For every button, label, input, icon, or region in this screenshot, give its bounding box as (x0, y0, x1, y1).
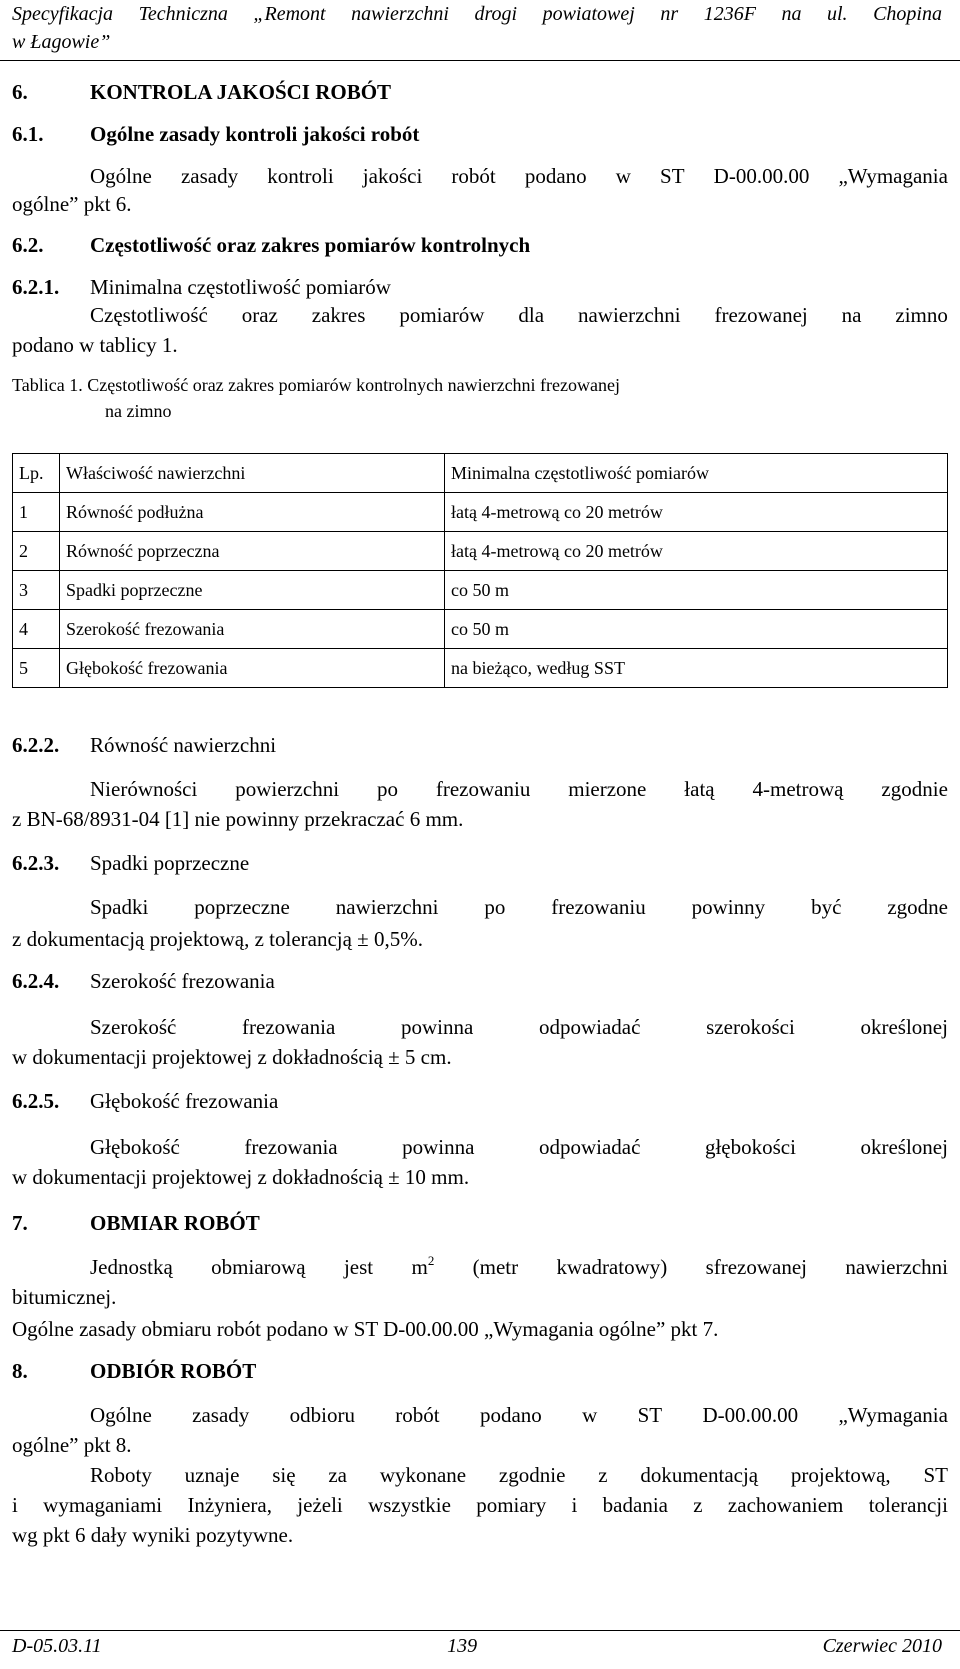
word: na (781, 3, 802, 25)
word: określonej (860, 1135, 948, 1159)
section-6-2-3-body-line2: z dokumentacją projektową, z tolerancją ± 0,5%. (12, 927, 423, 951)
section-6-2-1-heading: 6.2.1. Minimalna częstotliwość pomiarów (12, 275, 391, 299)
word: w (615, 164, 631, 188)
header-line-1 (12, 0, 942, 28)
table-cell: 3 (13, 571, 60, 610)
word: „Remont (253, 3, 326, 25)
section-6-1-body-line2: ogólne” pkt 6. (12, 192, 132, 216)
word: w (582, 1403, 598, 1427)
section-6-2-4-body-line1 (90, 1013, 948, 1041)
word: powiatowej (542, 3, 635, 25)
page-number: 139 (447, 1635, 478, 1657)
word: „Wymagania (838, 1403, 948, 1427)
section-8-p2-line1 (90, 1461, 948, 1489)
word: jeżeli (297, 1493, 343, 1517)
word: i (12, 1493, 18, 1517)
section-7-heading: 7. OBMIAR ROBÓT (12, 1211, 260, 1235)
table-cell: Minimalna częstotliwość pomiarów (445, 454, 948, 493)
word: (metr (472, 1255, 519, 1279)
table-cell: 2 (13, 532, 60, 571)
word: „Wymagania (838, 164, 948, 188)
word: łatą (684, 777, 715, 801)
word: odpowiadać (538, 1135, 641, 1159)
word: wymaganiami (43, 1493, 163, 1517)
word: nr (660, 3, 679, 25)
section-6-2-heading: 6.2. Częstotliwość oraz zakres pomiarów kontrolnych (12, 233, 531, 257)
word: po (484, 895, 506, 919)
word: określonej (860, 1015, 948, 1039)
word: frezowanej (714, 303, 808, 327)
word: być (811, 895, 842, 919)
table-row (13, 610, 948, 649)
word: zgodnie (881, 777, 948, 801)
section-7-body-line1 (90, 1253, 948, 1281)
word: nawierzchni (351, 3, 449, 25)
table-cell: Równość podłużna (60, 493, 445, 532)
table-cell: Szerokość frezowania (60, 610, 445, 649)
word: odbioru (289, 1403, 355, 1427)
word: dla (518, 303, 545, 327)
word: tolerancji (868, 1493, 948, 1517)
table-cell: 1 (13, 493, 60, 532)
word: i (571, 1493, 578, 1517)
word: dokumentacją (640, 1463, 759, 1487)
word: zachowaniem (727, 1493, 844, 1517)
word: nawierzchni (577, 303, 681, 327)
section-6-2-2-body-line2: z BN-68/8931-04 [1] nie powinny przekraczać 6 mm. (12, 807, 464, 831)
section-7-body-line2: bitumicznej. (12, 1285, 117, 1309)
word: oraz (241, 303, 278, 327)
word: z (693, 1493, 703, 1517)
section-8-p2-line3: wg pkt 6 dały wyniki pozytywne. (12, 1523, 294, 1547)
word: Jednostką (90, 1255, 173, 1279)
section-8-p2-line2 (12, 1491, 948, 1519)
table-cell: Właściwość nawierzchni (60, 454, 445, 493)
page-header (12, 0, 942, 56)
word: frezowaniu (551, 895, 646, 919)
word: Ogólne (90, 1403, 152, 1427)
word: D-00.00.00 (702, 1403, 799, 1427)
table-cell: co 50 m (445, 571, 948, 610)
word: się (272, 1463, 296, 1487)
word: sfrezowanej (705, 1255, 808, 1279)
table-cell: łatą 4-metrową co 20 metrów (445, 493, 948, 532)
word: badania (602, 1493, 668, 1517)
word: głębokości (704, 1135, 796, 1159)
word: zimno (895, 303, 948, 327)
word: robót (395, 1403, 440, 1427)
table-row (13, 493, 948, 532)
word: robót (451, 164, 496, 188)
table-row (13, 649, 948, 688)
table-cell: Lp. (13, 454, 60, 493)
section-7-body-line3: Ogólne zasady obmiaru robót podano w ST D-00.00.00 „Wymagania ogólne” pkt 7. (12, 1317, 719, 1341)
table-cell: 5 (13, 649, 60, 688)
word: podano (479, 1403, 542, 1427)
footer-doc-code: D-05.03.11 (12, 1635, 102, 1657)
section-6-1-heading: 6.1. Ogólne zasady kontroli jakości robót (12, 122, 420, 146)
section-6-2-3-heading: 6.2.3. Spadki poprzeczne (12, 851, 250, 875)
word: jest (343, 1255, 374, 1279)
table-cell: Spadki poprzeczne (60, 571, 445, 610)
word: 1236F (703, 3, 756, 25)
word: zasady (192, 1403, 250, 1427)
word: powierzchni (235, 777, 340, 801)
word: Chopina (873, 3, 942, 25)
word: nawierzchni (845, 1255, 948, 1279)
word: kontroli (267, 164, 334, 188)
word: 4-metrową (752, 777, 844, 801)
word: na (841, 303, 862, 327)
word: powinny (691, 895, 766, 919)
word: za (328, 1463, 348, 1487)
page-footer (12, 1635, 942, 1658)
table-row (13, 532, 948, 571)
section-6-2-5-body-line1 (90, 1133, 948, 1161)
word: Głębokość (90, 1135, 180, 1159)
table-header-row (13, 454, 948, 493)
word: ST (660, 164, 685, 188)
word: zakres (311, 303, 366, 327)
section-6-2-5-body-line2: w dokumentacji projektowej z dokładnością ± 10 mm. (12, 1165, 470, 1189)
word: podano (524, 164, 587, 188)
word: pomiary (476, 1493, 547, 1517)
table-cell: łatą 4-metrową co 20 metrów (445, 532, 948, 571)
footer-rule (0, 1630, 960, 1631)
word: ul. (826, 3, 848, 25)
superscript: 2 (427, 1253, 435, 1268)
word: uznaje (184, 1463, 240, 1487)
word: obmiarową (211, 1255, 306, 1279)
section-6-2-1-body-line2: podano w tablicy 1. (12, 333, 178, 357)
table-cell: Równość poprzeczna (60, 532, 445, 571)
word: drogi (474, 3, 518, 25)
word: odpowiadać (538, 1015, 641, 1039)
word: frezowania (242, 1015, 336, 1039)
table-cell: 4 (13, 610, 60, 649)
word: jakości (362, 164, 423, 188)
section-6-2-1-body-line1 (90, 301, 948, 329)
word: poprzeczne (194, 895, 290, 919)
table-cell: Głębokość frezowania (60, 649, 445, 688)
table-cell: na bieżąco, według SST (445, 649, 948, 688)
section-6-2-4-body-line2: w dokumentacji projektowej z dokładnością ± 5 cm. (12, 1045, 452, 1069)
word: zasady (180, 164, 239, 188)
word: projektową, (790, 1463, 891, 1487)
header-rule (0, 60, 960, 61)
section-6-1-body-line1 (90, 162, 948, 190)
word: $m^2$ (411, 1253, 435, 1279)
section-6-2-5-heading: 6.2.5. Głębokość frezowania (12, 1089, 279, 1113)
word: zgodne (887, 895, 948, 919)
word: ST (923, 1463, 948, 1487)
word: mierzone (568, 777, 647, 801)
header-line-2: w Łagowie” (12, 31, 111, 53)
word: powinna (400, 1015, 474, 1039)
table-row (13, 571, 948, 610)
word: zgodnie (498, 1463, 566, 1487)
word: Roboty (90, 1463, 152, 1487)
word: ST (637, 1403, 663, 1427)
measurement-frequency-table (12, 453, 948, 688)
word: Spadki (90, 895, 149, 919)
word: szerokości (706, 1015, 795, 1039)
section-8-p1-line1 (90, 1401, 948, 1429)
word: Ogólne (90, 164, 152, 188)
word: pomiarów (399, 303, 485, 327)
section-8-p1-line2: ogólne” pkt 8. (12, 1433, 132, 1457)
section-8-heading: 8. ODBIÓR ROBÓT (12, 1359, 257, 1383)
word: kwadratowy) (556, 1255, 668, 1279)
table-cell: co 50 m (445, 610, 948, 649)
section-6-heading: 6. KONTROLA JAKOŚCI ROBÓT (12, 80, 392, 104)
table-caption-line1: Tablica 1. Częstotliwość oraz zakres pomiarów kontrolnych nawierzchni frezowanej (12, 375, 621, 395)
word: z (598, 1463, 608, 1487)
word: D-00.00.00 (713, 164, 810, 188)
section-6-2-4-heading: 6.2.4. Szerokość frezowania (12, 969, 275, 993)
word: Częstotliwość (90, 303, 208, 327)
word: Techniczna (138, 3, 228, 25)
word: powinna (402, 1135, 475, 1159)
section-6-2-3-body-line1 (90, 893, 948, 921)
word: Nierówności (90, 777, 198, 801)
section-6-2-2-body-line1 (90, 775, 948, 803)
word: wykonane (379, 1463, 467, 1487)
word: frezowania (244, 1135, 338, 1159)
footer-date: Czerwiec 2010 (822, 1635, 942, 1657)
word: Szerokość (90, 1015, 177, 1039)
section-6-2-2-heading: 6.2.2. Równość nawierzchni (12, 733, 277, 757)
table-caption-line2: na zimno (105, 401, 172, 421)
word: wszystkie (368, 1493, 451, 1517)
word: nawierzchni (335, 895, 439, 919)
word: Specyfikacja (12, 3, 114, 25)
word: Inżyniera, (187, 1493, 272, 1517)
word: po (376, 777, 398, 801)
word: frezowaniu (435, 777, 531, 801)
